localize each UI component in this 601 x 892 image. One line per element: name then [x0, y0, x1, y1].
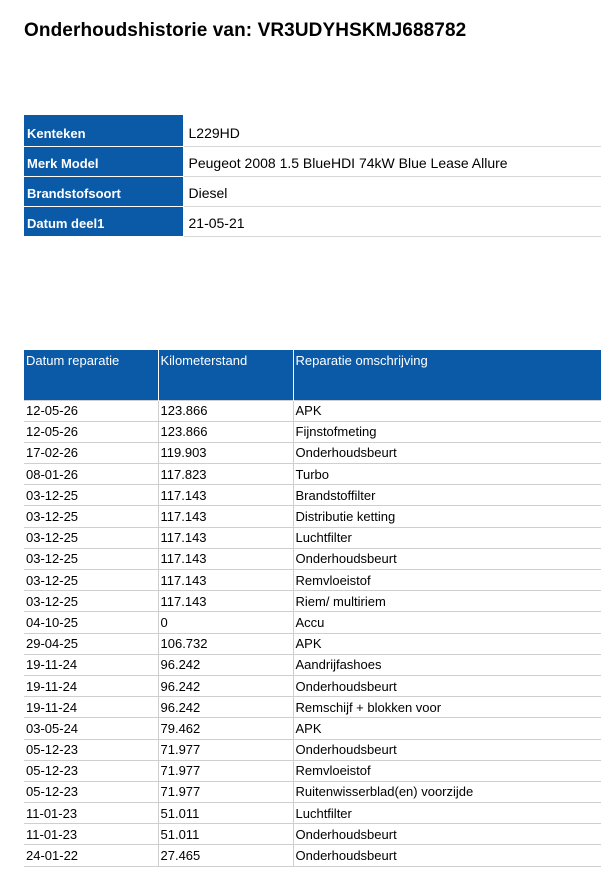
table-row — [24, 485, 601, 506]
page-title: Onderhoudshistorie van: VR3UDYHSKMJ688782 — [24, 20, 467, 41]
table-row — [24, 464, 601, 485]
vehicle-info-table — [24, 115, 601, 237]
cell-date: 11-01-23 — [24, 824, 158, 845]
cell-description: Brandstoffilter — [293, 485, 601, 506]
cell-mileage: 123.866 — [158, 400, 293, 421]
cell-mileage: 71.977 — [158, 781, 293, 802]
cell-date: 05-12-23 — [24, 760, 158, 781]
table-row — [24, 781, 601, 802]
cell-description: APK — [293, 718, 601, 739]
vehicle-info-label: Kenteken — [24, 115, 183, 146]
cell-description: Luchtfilter — [293, 803, 601, 824]
cell-description: Distributie ketting — [293, 506, 601, 527]
cell-description: Onderhoudsbeurt — [293, 442, 601, 463]
vehicle-info-row — [24, 146, 601, 176]
cell-description: Onderhoudsbeurt — [293, 675, 601, 696]
cell-mileage: 71.977 — [158, 739, 293, 760]
table-row — [24, 548, 601, 569]
cell-description: Ruitenwisserblad(en) voorzijde — [293, 781, 601, 802]
cell-description: Remvloeistof — [293, 760, 601, 781]
cell-date: 03-12-25 — [24, 485, 158, 506]
column-header-mileage: Kilometerstand — [158, 350, 293, 400]
table-row — [24, 654, 601, 675]
table-row — [24, 442, 601, 463]
vehicle-info-value: Peugeot 2008 1.5 BlueHDI 74kW Blue Lease Allure — [183, 146, 601, 176]
cell-description: Luchtfilter — [293, 527, 601, 548]
vehicle-info-value: Diesel — [183, 176, 601, 206]
cell-description: Onderhoudsbeurt — [293, 739, 601, 760]
table-row — [24, 824, 601, 845]
vehicle-info-label: Merk Model — [24, 146, 183, 176]
table-row — [24, 845, 601, 866]
cell-date: 19-11-24 — [24, 697, 158, 718]
cell-mileage: 117.143 — [158, 570, 293, 591]
table-row — [24, 718, 601, 739]
vehicle-info-label: Datum deel1 — [24, 206, 183, 236]
cell-date: 05-12-23 — [24, 781, 158, 802]
table-row — [24, 697, 601, 718]
cell-description: Onderhoudsbeurt — [293, 845, 601, 866]
cell-mileage: 106.732 — [158, 633, 293, 654]
cell-date: 03-12-25 — [24, 570, 158, 591]
cell-mileage: 51.011 — [158, 803, 293, 824]
cell-date: 08-01-26 — [24, 464, 158, 485]
cell-mileage: 123.866 — [158, 421, 293, 442]
cell-mileage: 117.823 — [158, 464, 293, 485]
table-row — [24, 400, 601, 421]
history-rows — [24, 400, 601, 866]
column-header-description: Reparatie omschrijving — [293, 350, 601, 400]
cell-date: 03-12-25 — [24, 548, 158, 569]
cell-description: Accu — [293, 612, 601, 633]
cell-mileage: 96.242 — [158, 675, 293, 696]
cell-description: Aandrijfashoes — [293, 654, 601, 675]
cell-description: Fijnstofmeting — [293, 421, 601, 442]
cell-date: 12-05-26 — [24, 400, 158, 421]
table-row — [24, 633, 601, 654]
column-header-date: Datum reparatie — [24, 350, 158, 400]
cell-description: APK — [293, 633, 601, 654]
cell-date: 17-02-26 — [24, 442, 158, 463]
cell-description: Remvloeistof — [293, 570, 601, 591]
table-header-row — [24, 350, 601, 400]
cell-mileage: 117.143 — [158, 591, 293, 612]
cell-description: APK — [293, 400, 601, 421]
cell-date: 24-01-22 — [24, 845, 158, 866]
vehicle-info-row — [24, 206, 601, 236]
table-row — [24, 591, 601, 612]
vehicle-info-row — [24, 115, 601, 146]
cell-mileage: 0 — [158, 612, 293, 633]
cell-date: 19-11-24 — [24, 675, 158, 696]
vehicle-info-label: Brandstofsoort — [24, 176, 183, 206]
cell-date: 04-10-25 — [24, 612, 158, 633]
vehicle-info-value: L229HD — [183, 115, 601, 146]
table-row — [24, 803, 601, 824]
cell-mileage: 117.143 — [158, 548, 293, 569]
cell-description: Turbo — [293, 464, 601, 485]
cell-date: 19-11-24 — [24, 654, 158, 675]
vehicle-info-value: 21-05-21 — [183, 206, 601, 236]
cell-mileage: 117.143 — [158, 506, 293, 527]
table-row — [24, 527, 601, 548]
maintenance-history-table — [24, 350, 601, 867]
cell-date: 03-12-25 — [24, 506, 158, 527]
cell-date: 11-01-23 — [24, 803, 158, 824]
cell-description: Onderhoudsbeurt — [293, 548, 601, 569]
cell-date: 03-12-25 — [24, 591, 158, 612]
table-row — [24, 739, 601, 760]
cell-mileage: 119.903 — [158, 442, 293, 463]
vehicle-info-row — [24, 176, 601, 206]
cell-description: Onderhoudsbeurt — [293, 824, 601, 845]
cell-mileage: 79.462 — [158, 718, 293, 739]
cell-description: Remschijf + blokken voor — [293, 697, 601, 718]
cell-date: 03-12-25 — [24, 527, 158, 548]
table-row — [24, 612, 601, 633]
cell-description: Riem/ multiriem — [293, 591, 601, 612]
cell-mileage: 51.011 — [158, 824, 293, 845]
cell-date: 12-05-26 — [24, 421, 158, 442]
table-row — [24, 675, 601, 696]
table-row — [24, 760, 601, 781]
cell-mileage: 71.977 — [158, 760, 293, 781]
cell-mileage: 27.465 — [158, 845, 293, 866]
cell-date: 29-04-25 — [24, 633, 158, 654]
table-row — [24, 421, 601, 442]
cell-mileage: 96.242 — [158, 697, 293, 718]
cell-date: 03-05-24 — [24, 718, 158, 739]
table-row — [24, 570, 601, 591]
cell-mileage: 117.143 — [158, 527, 293, 548]
cell-date: 05-12-23 — [24, 739, 158, 760]
cell-mileage: 117.143 — [158, 485, 293, 506]
cell-mileage: 96.242 — [158, 654, 293, 675]
table-row — [24, 506, 601, 527]
